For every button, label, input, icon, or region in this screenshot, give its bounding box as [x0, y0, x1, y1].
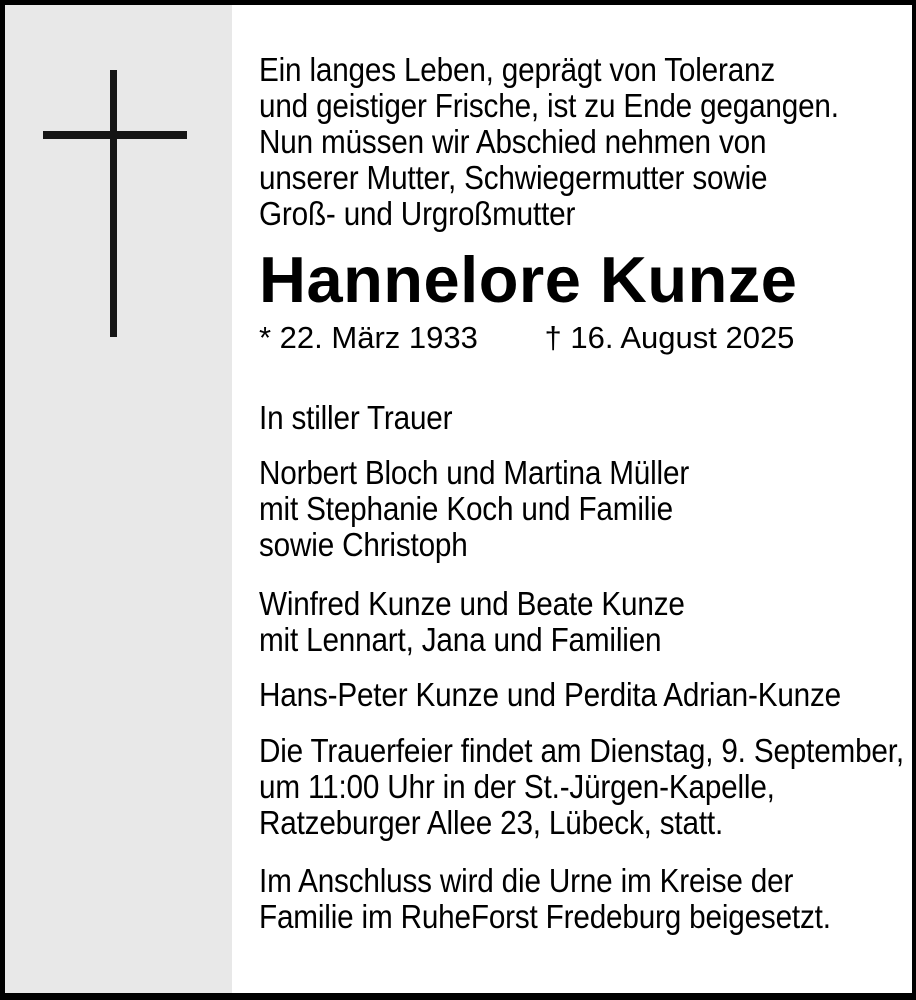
notice-content — [232, 5, 916, 993]
service-line: um 11:00 Uhr in der St.-Jürgen-Kapelle, — [259, 768, 775, 805]
mourner-line: sowie Christoph — [259, 526, 468, 563]
cross-horizontal-bar — [43, 131, 187, 139]
mourner-group — [259, 677, 904, 713]
intro-line: Groß- und Urgroßmutter — [259, 195, 576, 232]
cross-vertical-bar — [110, 70, 117, 337]
mourner-line: mit Lennart, Jana und Familien — [259, 621, 662, 658]
intro-line: Ein langes Leben, geprägt von Toleranz — [259, 51, 776, 88]
mourning-line: In stiller Trauer — [259, 399, 453, 436]
birth-date: * 22. März 1933 — [259, 320, 478, 355]
mourner-line: Norbert Bloch und Martina Müller — [259, 454, 690, 491]
intro-line: unserer Mutter, Schwiegermutter sowie — [259, 159, 768, 196]
intro-line: und geistiger Frische, ist zu Ende gegangen. — [259, 87, 839, 124]
mourner-group — [259, 586, 904, 658]
burial-line: Familie im RuheForst Fredeburg beigesetzt. — [259, 898, 831, 935]
mourner-line: Hans-Peter Kunze und Perdita Adrian-Kunze — [259, 676, 842, 713]
life-dates — [259, 321, 916, 355]
service-line: Die Trauerfeier findet am Dienstag, 9. September, — [259, 732, 904, 769]
intro-line: Nun müssen wir Abschied nehmen von — [259, 123, 767, 160]
burial-line: Im Anschluss wird die Urne im Kreise der — [259, 862, 794, 899]
burial-info — [259, 863, 904, 935]
intro-text — [259, 52, 904, 232]
service-line: Ratzeburger Allee 23, Lübeck, statt. — [259, 804, 724, 841]
mourner-group — [259, 455, 904, 563]
mourner-line: mit Stephanie Koch und Familie — [259, 490, 673, 527]
deceased-name: Hannelore Kunze — [259, 243, 798, 316]
cross-icon — [5, 5, 232, 993]
side-panel — [5, 5, 232, 993]
funeral-service-info — [259, 733, 904, 841]
mourner-line: Winfred Kunze und Beate Kunze — [259, 585, 685, 622]
death-date: † 16. August 2025 — [544, 320, 795, 355]
